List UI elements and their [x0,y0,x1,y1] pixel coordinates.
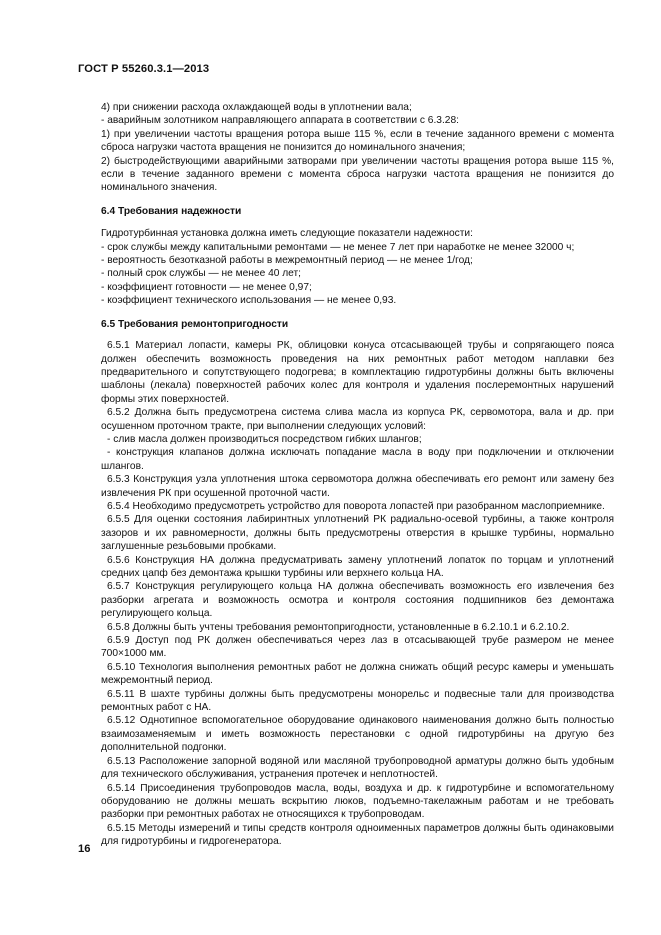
clause-paragraph: 6.5.11 В шахте турбины должны быть предусмотрены монорельс и подвесные тали для производства ремонтных работ с НА. [101,688,614,714]
reliability-item: - коэффициент технического использования — не менее 0,93. [101,295,397,307]
clause-paragraph: 6.5.14 Присоединения трубопроводов масла, воды, воздуха и др. к гидротурбине и вспомогательному оборудованию не должны мешать вскрытию люков, подъемно-такелажным работам и не требовать разборки при ремонтных работах не относящихся к трубопроводам. [101,782,614,821]
document-header: ГОСТ Р 55260.3.1—2013 [78,63,210,75]
page-number: 16 [78,843,91,855]
reliability-lead: Гидротурбинная установка должна иметь следующие показатели надежности: [101,228,473,240]
section-heading-6-4: 6.4 Требования надежности [101,205,242,217]
clause-paragraph: - конструкция клапанов должна исключать попадание масла в воду при подключении и отключении шлангов. [101,447,614,472]
clause-paragraph: 6.5.3 Конструкция узла уплотнения штока сервомотора должна обеспечивать его ремонт или замену без извлечения РК при осушенной проточной части. [101,474,614,499]
clause-paragraph: 6.5.4 Необходимо предусмотреть устройство для поворота лопастей при разобранном маслоприемнике. [107,500,605,512]
reliability-item: - коэффициент готовности — не менее 0,97; [101,281,312,293]
intro-line: 4) при снижении расхода охлаждающей воды в уплотнении вала; [101,102,412,113]
clause-paragraph: 6.5.6 Конструкция НА должна предусматривать замену уплотнений лопаток по торцам и уплотнений средних цапф без демонтажа крышки турбины или верхнего кольца НА. [101,554,614,579]
clause-paragraph: 6.5.12 Однотипное вспомогательное оборудование одинакового наименования должно быть полностью взаимозаменяемым и иметь возможность перестановки с одной гидротурбины на другую без дополнительной подгонки. [101,715,614,754]
clause-paragraph: 6.5.8 Должны быть учтены требования ремонтопригодности, установленные в 6.2.10.1 и 6.2.10.2. [107,621,570,633]
section-heading-6-5: 6.5 Требования ремонтопригодности [101,318,289,330]
document-body [101,101,614,849]
clause-paragraph: 6.5.10 Технология выполнения ремонтных работ не должна снижать общий ресурс камеры и уменьшать межремонтный период. [101,661,614,687]
clause-paragraph: 6.5.1 Материал лопасти, камеры РК, облицовки конуса отсасывающей трубы и сопрягающего пояса должен обеспечить возможность проведения на них ремонтных работ методом наплавки без предварительного и сопутствующего подогрева; в комплектацию гидротурбины должны быть включены шаблоны (лекала) поверхностей рабочих колес для контроля и удаления послеремонтных нарушений формы этих поверхностей. [101,340,614,405]
clause-paragraph: 6.5.7 Конструкция регулирующего кольца НА должна обеспечивать возможность его извлечения без разборки агрегата и возможность осмотра и контроля состояния подшипников без демонтажа регулирующего кольца. [101,581,614,620]
clause-paragraph: 6.5.13 Расположение запорной водяной или масляной трубопроводной арматуры должно быть удобным для технического обслуживания, устранения протечек и неплотностей. [101,755,614,781]
clause-paragraph: 6.5.15 Методы измерений и типы средств контроля одноименных параметров должны быть одинаковыми для гидротурбины и гидрогенератора. [101,822,614,848]
clause-paragraph: 6.5.9 Доступ под РК должен обеспечиваться через лаз в отсасывающей трубе размером не менее 700×1000 мм. [101,635,614,660]
clause-paragraph: 6.5.5 Для оценки состояния лабиринтных уплотнений РК радиально-осевой турбины, а также контроля зазоров и их равномерности, должны быть предусмотрены отверстия в крышке турбины, нормально заглушенные резьбовыми пробками. [101,514,614,553]
intro-line: - аварийным золотником направляющего аппарата в соответствии с 6.3.28: [101,115,459,127]
reliability-item: - вероятность безотказной работы в межремонтный период — не менее 1/год; [101,255,473,267]
clause-paragraph: 6.5.2 Должна быть предусмотрена система слива масла из корпуса РК, сервомотора, вала и др. при осушенном проточном тракте, при выполнении следующих условий: [101,407,614,432]
reliability-item: - полный срок службы — не менее 40 лет; [101,268,301,280]
intro-line: 1) при увеличении частоты вращения ротора выше 115 %, если в течение заданного времени с момента сброса нагрузки частота вращения не понизится до номинального значения; [101,128,614,154]
clause-paragraph: - слив масла должен производиться посредством гибких шлангов; [107,433,422,445]
intro-line: 2) быстродействующими аварийными затворами при увеличении частоты вращения ротора выше 115 %, если в течение заданного времени с момента сброса нагрузки частота вращения не понизится до номинального значения. [101,155,614,194]
reliability-item: - срок службы между капитальными ремонтами — не менее 7 лет при наработке не менее 32000 ч; [101,241,575,253]
